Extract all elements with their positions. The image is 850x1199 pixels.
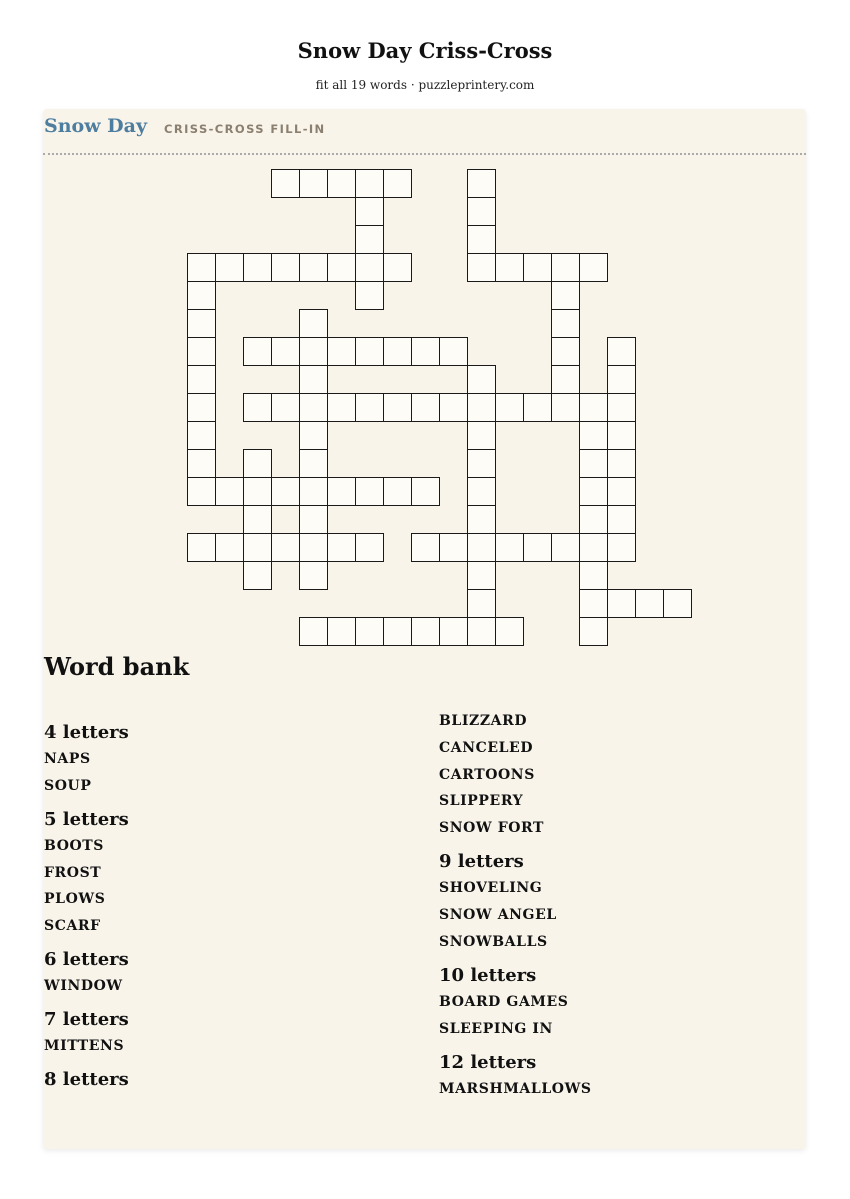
brand-title: Snow Day [44, 115, 148, 137]
grid-cell[interactable] [607, 449, 636, 478]
grid-cell[interactable] [579, 477, 608, 506]
grid-cell[interactable] [551, 309, 580, 338]
word-bank-entry: PLOWS [44, 891, 106, 908]
word-bank-entry: BOARD GAMES [439, 993, 569, 1010]
grid-cell[interactable] [327, 169, 356, 198]
grid-cell[interactable] [355, 393, 384, 422]
word-group-heading: 10 letters [439, 964, 537, 986]
grid-cell[interactable] [523, 393, 552, 422]
grid-cell[interactable] [327, 477, 356, 506]
grid-cell[interactable] [327, 337, 356, 366]
grid-cell[interactable] [355, 337, 384, 366]
grid-cell[interactable] [607, 393, 636, 422]
grid-cell[interactable] [467, 505, 496, 534]
grid-cell[interactable] [243, 477, 272, 506]
word-bank-entry: FROST [44, 864, 102, 881]
grid-cell[interactable] [187, 281, 216, 310]
word-bank-entry: SCARF [44, 918, 101, 935]
word-group-heading: 5 letters [44, 808, 129, 830]
word-bank-entry: CANCELED [439, 739, 534, 756]
grid-cell[interactable] [299, 337, 328, 366]
grid-cell[interactable] [355, 169, 384, 198]
grid-cell[interactable] [495, 253, 524, 282]
grid-cell[interactable] [607, 477, 636, 506]
grid-cell[interactable] [551, 365, 580, 394]
grid-cell[interactable] [383, 169, 412, 198]
grid-cell[interactable] [299, 561, 328, 590]
grid-cell[interactable] [607, 337, 636, 366]
word-bank-entry: BOOTS [44, 837, 105, 854]
page-subtitle: fit all 19 words · puzzleprintery.com [315, 78, 535, 92]
grid-cell[interactable] [243, 253, 272, 282]
grid-cell[interactable] [439, 617, 468, 646]
grid-cell[interactable] [243, 337, 272, 366]
grid-cell[interactable] [579, 533, 608, 562]
word-bank-entry: SLEEPING IN [439, 1020, 553, 1037]
grid-cell[interactable] [607, 365, 636, 394]
grid-cell[interactable] [355, 225, 384, 254]
word-bank-entry: SNOWBALLS [439, 933, 548, 950]
word-group-heading: 4 letters [44, 722, 129, 743]
grid-cell[interactable] [243, 393, 272, 422]
grid-cell[interactable] [383, 617, 412, 646]
word-bank-entry: CARTOONS [439, 766, 535, 783]
grid-cell[interactable] [495, 393, 524, 422]
grid-cell[interactable] [243, 561, 272, 590]
grid-cell[interactable] [355, 533, 384, 562]
grid-cell[interactable] [607, 505, 636, 534]
grid-cell[interactable] [467, 365, 496, 394]
grid-cell[interactable] [607, 421, 636, 450]
grid-cell[interactable] [551, 281, 580, 310]
grid-cell[interactable] [467, 533, 496, 562]
grid-cell[interactable] [187, 421, 216, 450]
grid-cell[interactable] [187, 449, 216, 478]
word-bank-entry: SNOW ANGEL [439, 906, 557, 923]
grid-cell[interactable] [579, 449, 608, 478]
grid-cell[interactable] [187, 533, 216, 562]
grid-cell[interactable] [327, 617, 356, 646]
grid-cell[interactable] [383, 477, 412, 506]
grid-cell[interactable] [551, 337, 580, 366]
grid-cell[interactable] [411, 393, 440, 422]
grid-cell[interactable] [215, 253, 244, 282]
grid-cell[interactable] [439, 337, 468, 366]
grid-cell[interactable] [355, 477, 384, 506]
word-bank-entry: MARSHMALLOWS [439, 1080, 592, 1097]
word-bank-left-column [44, 708, 414, 1097]
grid-cell[interactable] [271, 477, 300, 506]
grid-cell[interactable] [411, 477, 440, 506]
word-group-heading: 8 letters [44, 1069, 129, 1091]
puzzle-type-badge: CRISS-CROSS FILL-IN [164, 122, 326, 136]
grid-cell[interactable] [467, 169, 496, 198]
grid-cell[interactable] [271, 169, 300, 198]
grid-cell[interactable] [355, 253, 384, 282]
grid-cell[interactable] [523, 533, 552, 562]
grid-cell[interactable] [271, 337, 300, 366]
word-group-heading: 6 letters [44, 949, 129, 971]
grid-cell[interactable] [299, 505, 328, 534]
grid-cell[interactable] [355, 617, 384, 646]
grid-cell[interactable] [579, 253, 608, 282]
word-bank-entry: BLIZZARD [439, 713, 528, 729]
grid-cell[interactable] [411, 533, 440, 562]
grid-cell[interactable] [467, 589, 496, 618]
grid-cell[interactable] [579, 505, 608, 534]
grid-cell[interactable] [467, 477, 496, 506]
grid-cell[interactable] [299, 365, 328, 394]
grid-cell[interactable] [551, 533, 580, 562]
grid-cell[interactable] [327, 393, 356, 422]
word-bank-right-column [439, 708, 809, 1106]
grid-cell[interactable] [187, 365, 216, 394]
grid-cell[interactable] [187, 393, 216, 422]
grid-cell[interactable] [467, 421, 496, 450]
word-bank-entry: SLIPPERY [439, 793, 524, 810]
grid-cell[interactable] [467, 393, 496, 422]
word-group-heading: 12 letters [439, 1051, 537, 1073]
grid-cell[interactable] [551, 393, 580, 422]
grid-cell[interactable] [383, 253, 412, 282]
grid-cell[interactable] [271, 253, 300, 282]
grid-cell[interactable] [411, 337, 440, 366]
grid-cell[interactable] [327, 533, 356, 562]
word-bank-entry: SNOW FORT [439, 820, 545, 837]
grid-cell[interactable] [355, 281, 384, 310]
grid-cell[interactable] [299, 617, 328, 646]
grid-cell[interactable] [467, 561, 496, 590]
grid-cell[interactable] [467, 449, 496, 478]
grid-cell[interactable] [495, 533, 524, 562]
word-bank-entry: WINDOW [44, 978, 123, 995]
word-group-heading: 9 letters [439, 851, 524, 873]
grid-cell[interactable] [607, 589, 636, 618]
grid-cell[interactable] [579, 393, 608, 422]
grid-cell[interactable] [215, 477, 244, 506]
word-bank-title: Word bank [44, 652, 190, 681]
grid-cell[interactable] [187, 309, 216, 338]
grid-cell[interactable] [439, 533, 468, 562]
grid-cell[interactable] [299, 421, 328, 450]
word-bank-entry: NAPS [44, 751, 91, 767]
grid-cell[interactable] [383, 337, 412, 366]
grid-cell[interactable] [215, 533, 244, 562]
grid-cell[interactable] [439, 393, 468, 422]
grid-cell[interactable] [299, 393, 328, 422]
word-group-heading: 7 letters [44, 1009, 129, 1031]
grid-cell[interactable] [187, 477, 216, 506]
grid-cell[interactable] [299, 449, 328, 478]
grid-cell[interactable] [383, 393, 412, 422]
grid-cell[interactable] [411, 617, 440, 646]
grid-cell[interactable] [243, 449, 272, 478]
grid-cell[interactable] [299, 533, 328, 562]
grid-cell[interactable] [299, 253, 328, 282]
grid-cell[interactable] [271, 533, 300, 562]
grid-cell[interactable] [579, 617, 608, 646]
grid-cell[interactable] [579, 421, 608, 450]
grid-cell[interactable] [579, 561, 608, 590]
grid-cell[interactable] [467, 225, 496, 254]
grid-cell[interactable] [467, 617, 496, 646]
grid-cell[interactable] [327, 253, 356, 282]
page-title: Snow Day Criss-Cross [297, 38, 553, 63]
grid-cell[interactable] [467, 253, 496, 282]
grid-cell[interactable] [495, 617, 524, 646]
word-bank-entry: SOUP [44, 777, 92, 794]
grid-cell[interactable] [551, 253, 580, 282]
grid-cell[interactable] [299, 309, 328, 338]
grid-cell[interactable] [355, 197, 384, 226]
grid-cell[interactable] [663, 589, 692, 618]
word-bank-entry: MITTENS [44, 1038, 125, 1055]
grid-cell[interactable] [187, 253, 216, 282]
grid-cell[interactable] [243, 533, 272, 562]
grid-cell[interactable] [523, 253, 552, 282]
grid-cell[interactable] [467, 197, 496, 226]
grid-cell[interactable] [579, 589, 608, 618]
grid-cell[interactable] [271, 393, 300, 422]
grid-cell[interactable] [635, 589, 664, 618]
grid-cell[interactable] [243, 505, 272, 534]
grid-cell[interactable] [299, 477, 328, 506]
grid-cell[interactable] [187, 337, 216, 366]
word-bank-entry: SHOVELING [439, 880, 543, 897]
grid-cell[interactable] [607, 533, 636, 562]
grid-cell[interactable] [299, 169, 328, 198]
